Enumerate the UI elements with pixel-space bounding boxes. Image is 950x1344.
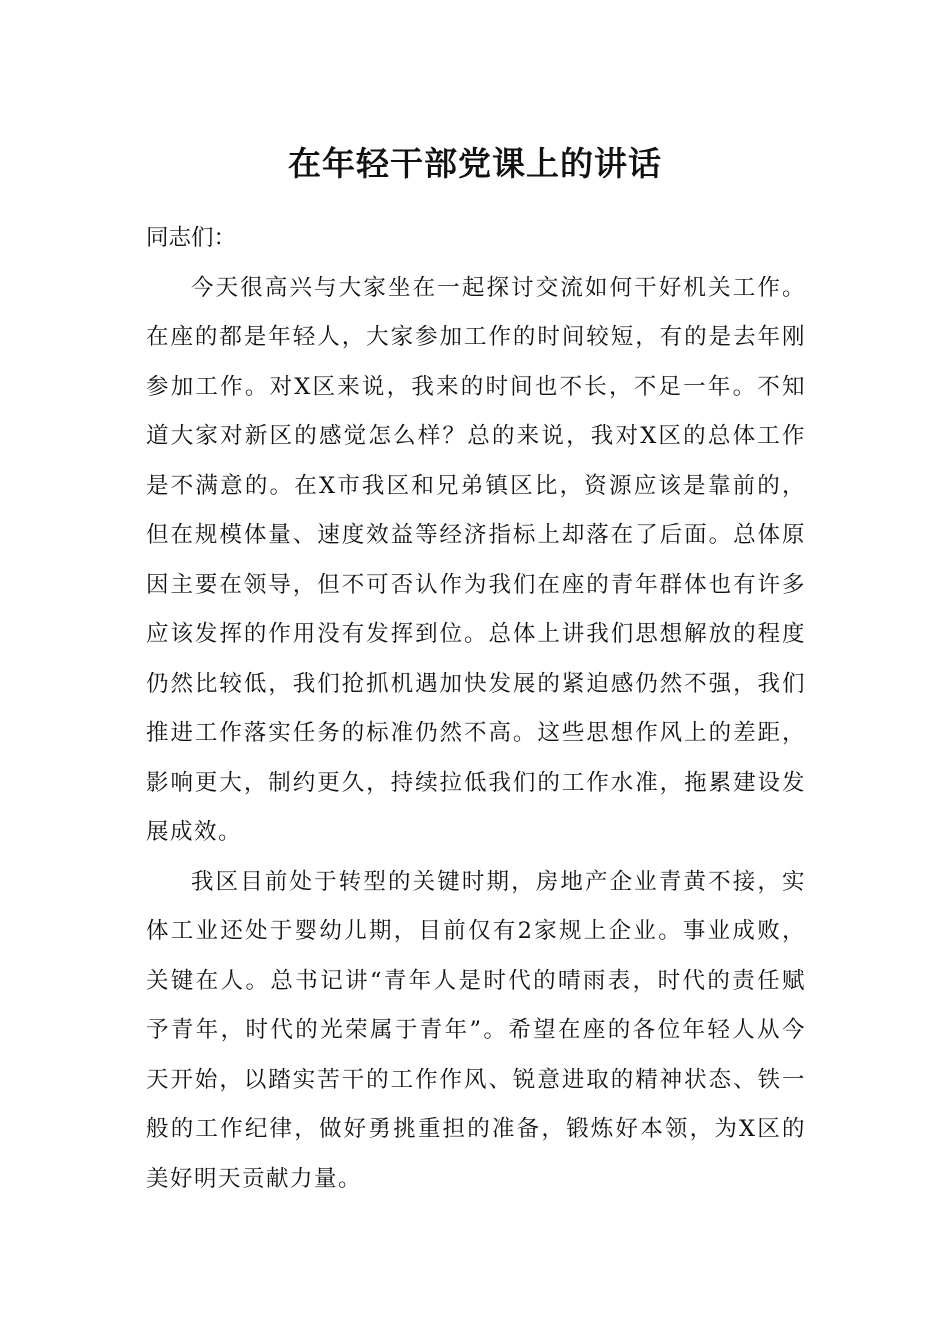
- paragraph-1: 今天很高兴与大家坐在一起探讨交流如何干好机关工作。在座的都是年轻人，大家参加工作的时间较短，有的是去年刚参加工作。对X区来说，我来的时间也不长，不足一年。不知道大家对新区的感觉怎么样？总的来说，我对X区的总体工作是不满意的。在X市我区和兄弟镇区比，资源应该是靠前的，但在规模体量、速度效益等经济指标上却落在了后面。总体原因主要在领导，但不可否认作为我们在座的青年群体也有许多应该发挥的作用没有发挥到位。总体上讲我们思想解放的程度仍然比较低，我们抢抓机遇加快发展的紧迫感仍然不强，我们推进工作落实任务的标准仍然不高。这些思想作风上的差距，影响更大，制约更久，持续拉低我们的工作水准，拖累建设发展成效。: [146, 274, 806, 845]
- document-body: [146, 214, 806, 1204]
- salutation: 同志们：: [146, 225, 237, 251]
- paragraph-2: 我区目前处于转型的关键时期，房地产企业青黄不接，实体工业还处于婴幼儿期，目前仅有2家规上企业。事业成败，关键在人。总书记讲“青年人是时代的晴雨表，时代的责任赋予青年，时代的光荣属于青年”。希望在座的各位年轻人从今天开始，以踏实苦干的工作作风、锐意进取的精神状态、铁一般的工作纪律，做好勇挑重担的准备，锻炼好本领，为X区的美好明天贡献力量。: [146, 868, 806, 1192]
- document-title: 在年轻干部党课上的讲话: [288, 144, 662, 183]
